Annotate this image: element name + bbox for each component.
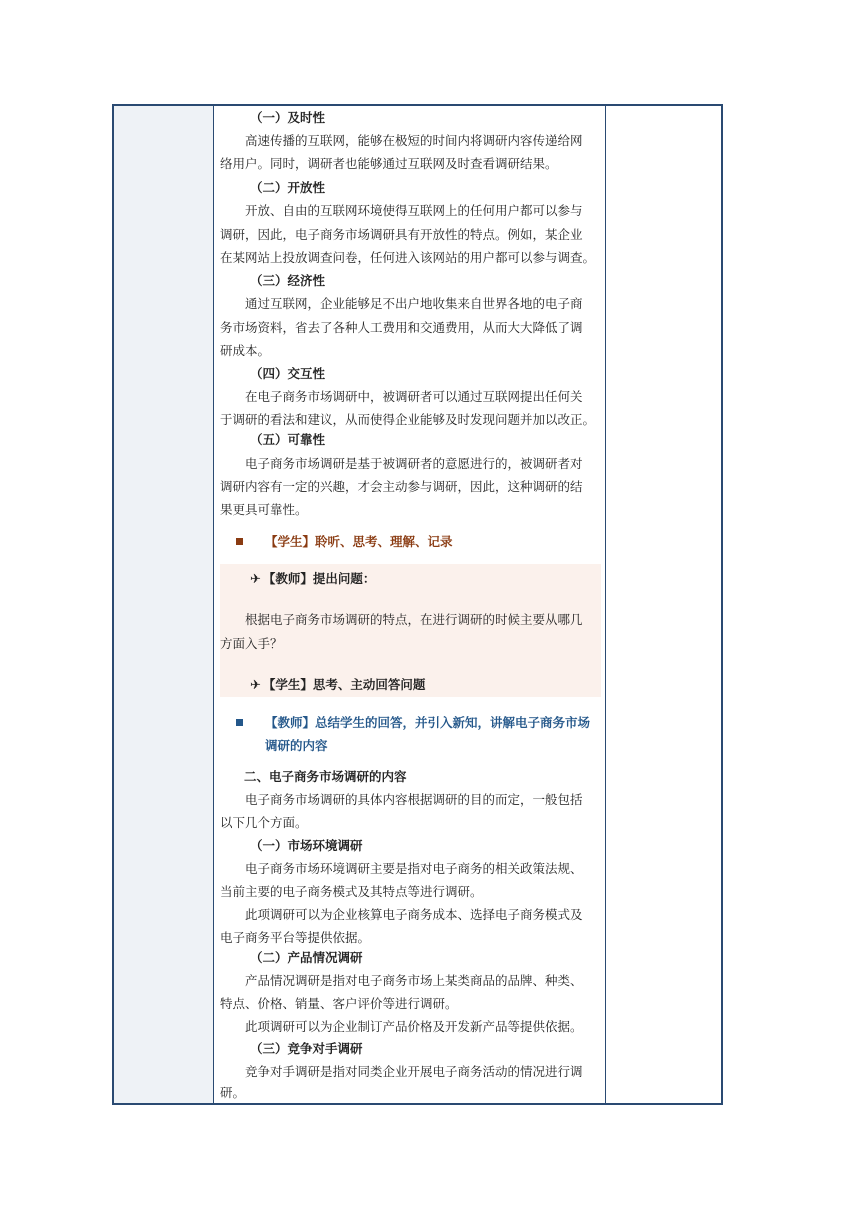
question-line: 方面入手？ (220, 636, 283, 651)
paragraph-line: 在某网站上投放调查问卷，任何进入该网站的用户都可以参与调查。 (220, 250, 596, 265)
teacher-question-label (250, 569, 375, 590)
square-bullet-icon (236, 719, 243, 726)
paragraph-line: 研。 (220, 1085, 246, 1100)
heading-interactivity: （四）交互性 (250, 366, 326, 381)
paragraph-line: 此项调研可以为企业制订产品价格及开发新产品等提供依据。 (245, 1019, 583, 1034)
heading-economy: （三）经济性 (250, 273, 326, 288)
paragraph-line: 在电子商务市场调研中，被调研者可以通过互联网提出任何关 (245, 389, 583, 404)
paragraph-line: 高速传播的互联网，能够在极短的时间内将调研内容传递给网 (245, 133, 583, 148)
paragraph-line: 电子商务市场环境调研主要是指对电子商务的相关政策法规、 (245, 861, 583, 876)
paragraph-line: 以下几个方面。 (220, 815, 308, 830)
paragraph-line: 络用户。同时，调研者也能够通过互联网及时查看调研结果。 (220, 156, 558, 171)
teacher-bullet-text: 【教师】总结学生的回答，并引入新知，讲解电子商务市场 (265, 715, 591, 730)
paragraph-line: 务市场资料，省去了各种人工费用和交通费用，从而大大降低了调 (220, 320, 583, 335)
heading-reliability: （五）可靠性 (250, 432, 326, 447)
paragraph-line: 电子商务市场调研是基于被调研者的意愿进行的，被调研者对 (245, 456, 583, 471)
student-answer-text: 【学生】思考、主动回答问题 (262, 677, 426, 692)
paragraph-line: 电子商务市场调研的具体内容根据调研的目的而定，一般包括 (245, 792, 583, 807)
teacher-bullet-text-cont: 调研的内容 (265, 738, 328, 753)
paragraph-line: 此项调研可以为企业核算电子商务成本、选择电子商务模式及 (245, 907, 583, 922)
paragraph-line: 果更具可靠性。 (220, 502, 308, 517)
paragraph-line: 调研内容有一定的兴趣，才会主动参与调研，因此，这种调研的结 (220, 479, 583, 494)
paragraph-line: 研成本。 (220, 343, 271, 358)
heading-competitor: （三）竞争对手调研 (250, 1041, 363, 1056)
paragraph-line: 通过互联网，企业能够足不出户地收集来自世界各地的电子商 (245, 296, 583, 311)
teacher-bullet (236, 713, 590, 733)
student-answer-label (250, 675, 425, 696)
heading-timeliness: （一）及时性 (250, 110, 326, 125)
student-bullet-text: 【学生】聆听、思考、理解、记录 (265, 534, 453, 549)
paragraph-line: 于调研的看法和建议，从而使得企业能够及时发现问题并加以改正。 (220, 412, 596, 427)
paragraph-line: 竞争对手调研是指对同类企业开展电子商务活动的情况进行调 (245, 1064, 583, 1079)
paragraph-line: 当前主要的电子商务模式及其特点等进行调研。 (220, 884, 483, 899)
right-column (605, 106, 721, 1103)
heading-market-environment: （一）市场环境调研 (250, 838, 363, 853)
section-title: 二、电子商务市场调研的内容 (244, 769, 407, 784)
paragraph-line: 电子商务平台等提供依据。 (220, 930, 371, 945)
left-column (114, 106, 214, 1103)
question-line: 根据电子商务市场调研的特点，在进行调研的时候主要从哪几 (245, 612, 583, 627)
paragraph-line: 开放、自由的互联网环境使得互联网上的任何用户都可以参与 (245, 203, 583, 218)
airplane-icon: ✈ (250, 678, 261, 693)
heading-product: （二）产品情况调研 (250, 950, 363, 965)
paragraph-line: 调研，因此，电子商务市场调研具有开放性的特点。例如，某企业 (220, 227, 583, 242)
airplane-icon: ✈ (250, 572, 261, 587)
student-bullet (236, 532, 453, 552)
square-bullet-icon (236, 538, 243, 545)
paragraph-line: 特点、价格、销量、客户评价等进行调研。 (220, 996, 458, 1011)
heading-openness: （二）开放性 (250, 180, 326, 195)
paragraph-line: 产品情况调研是指对电子商务市场上某类商品的品牌、种类、 (245, 973, 583, 988)
teacher-question-text: 【教师】提出问题： (262, 571, 376, 586)
